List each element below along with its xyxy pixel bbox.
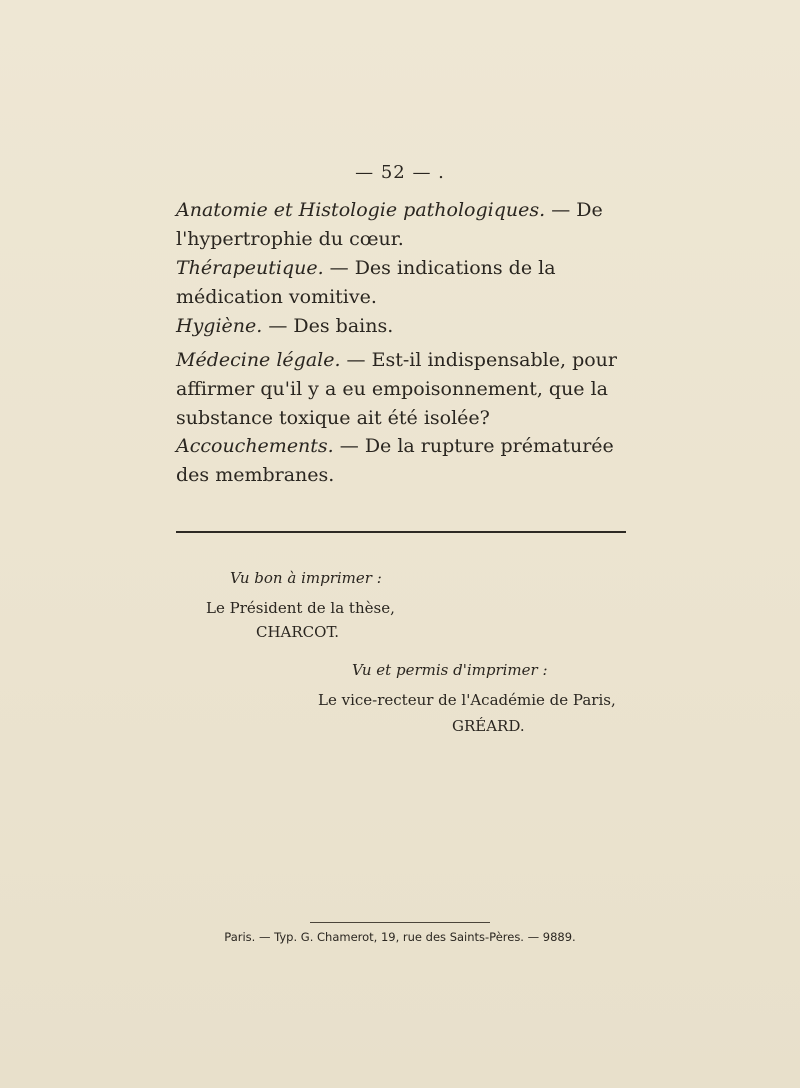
vice-recteur-title: Le vice-recteur de l'Académie de Paris, [318,691,616,709]
section-separator: — [333,435,365,457]
section-heading: Hygiène. [176,315,263,337]
vu-et-permis: Vu et permis d'imprimer : [352,661,548,679]
section-separator: — [340,349,372,371]
president-name: CHARCOT. [256,623,340,641]
section-therapeutique [176,254,626,312]
printer-footer: Paris. — Typ. G. Chamerot, 19, rue des Saints-Pères. — 9889. [224,930,576,944]
section-text: Des indications de la médication vomitive. [176,257,556,308]
section-hygiene [176,312,626,341]
section-separator: — [262,315,294,337]
section-text: Des bains. [293,315,394,337]
footer-rule [310,922,490,923]
vu-bon-a-imprimer: Vu bon à imprimer : [230,569,382,587]
vice-recteur-name: GRÉARD. [452,717,525,735]
section-heading: Thérapeutique. [176,257,324,279]
divider-rule [176,531,626,533]
section-text: De l'hypertrophie du cœur. [176,199,603,250]
section-separator: — [545,199,577,221]
section-anatomie [176,196,626,254]
section-heading: Anatomie et Histologie pathologiques. [176,199,546,221]
section-text: Est-il indispensable, pour affirmer qu'il y a eu empoisonnement, que la substance toxique ait été isolée? [176,349,617,429]
president-title: Le Président de la thèse, [206,599,395,617]
section-medecine-legale [176,346,626,433]
section-accouchements [176,432,626,490]
section-text: De la rupture prématurée des membranes. [176,435,614,486]
section-heading: Médecine légale. [176,349,341,371]
section-separator: — [323,257,355,279]
page-number: — 52 — . [355,162,445,183]
section-heading: Accouchements. [176,435,334,457]
